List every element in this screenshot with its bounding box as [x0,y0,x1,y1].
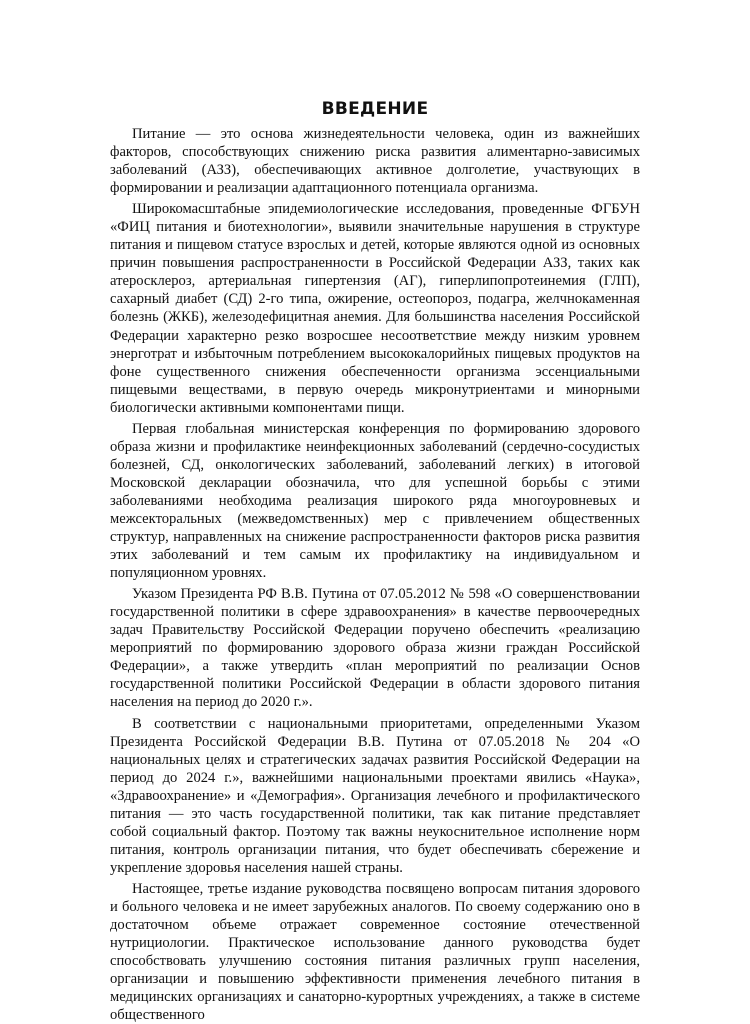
paragraph: Настоящее, третье издание руководства посвящено вопросам питания здорового и больного человека и не имеет зарубежных аналогов. По своему содержанию оно в достаточном объеме отражает современное состояние отечественной нутрициологии. Практическое использование данного руководства будет способствовать улучшению состояния питания различных групп населения, организации и повышению эффективности применения лечебного питания в медицинских организациях и санаторно-курортных учреждениях, а также в системе общественного [110,880,640,1024]
paragraph: Первая глобальная министерская конференция по формированию здорового образа жизни и профилактике неинфекционных заболеваний (сердечно-сосудистых болезней, СД, онкологических заболеваний, заболеваний легких) в итоговой Московской декларации обозначила, что для успешной борьбы с этими заболеваниями необходима реализация широкого ряда многоуровневых и межсекторальных (межведомственных) мер с привлечением общественных структур, направленных на снижение распространенности факторов риска развития этих заболеваний и тем самым их профилактику на индивидуальном и популяционном уровнях. [110,420,640,582]
section-heading: ВВЕДЕНИЕ [321,99,429,119]
paragraph: Указом Президента РФ В.В. Путина от 07.05.2012 № 598 «О совершенствовании государственной политики в сфере здравоохранения» в качестве первоочередных задач Правительству Российской Федерации поручено обеспечить «реализацию мероприятий по формированию здорового образа жизни граждан Российской Федерации», а также утвердить «план мероприятий по реализации Основ государственной политики Российской Федерации в области здорового питания населения на период до 2020 г.». [110,586,640,711]
paragraph: В соответствии с национальными приоритетами, определенными Указом Президента Российской Федерации В.В. Путина от 07.05.2018 № 204 «О национальных целях и стратегических задачах развития Российской Федерации на период до 2024 г.», важнейшими национальными проектами явились «Наука», «Здравоохранение» и «Демография». Организация лечебного и профилактического питания — это часть государственной политики, так как питание представляет собой социальный фактор. Поэтому так важны неукоснительное исполнение норм питания, контроль организации питания, что будет обеспечивать сбережение и укрепление здоровья населения нашей страны. [110,715,640,876]
section-body [110,125,640,1024]
paragraph: Питание — это основа жизнедеятельности человека, один из важнейших факторов, способствующих снижению риска развития алиментарно-зависимых заболеваний (АЗЗ), обеспечивающих активное долголетие, участвующих в формировании и реализации адаптационного потенциала организма. [110,126,640,197]
paragraph: Широкомасштабные эпидемиологические исследования, проведенные ФГБУН «ФИЦ питания и биотехнологии», выявили значительные нарушения в структуре питания и пищевом статусе взрослых и детей, которые являются одной из основных причин повышения распространенности в Российской Федерации АЗЗ, таких как атеросклероз, артериальная гипертензия (АГ), гиперлипопротеинемия (ГЛП), сахарный диабет (СД) 2-го типа, ожирение, остеопороз, подагра, желчнокаменная болезнь (ЖКБ), железодефицитная анемия. Для большинства населения Российской Федерации характерно резко возросшее несоответствие между низким уровнем энерготрат и избыточным потреблением высококалорийных пищевых продуктов на фоне существенного снижения обеспеченности организма эссенциальными пищевыми веществами, в первую очередь микронутриентами и минорными биологически активными компонентами пищи. [110,201,640,416]
